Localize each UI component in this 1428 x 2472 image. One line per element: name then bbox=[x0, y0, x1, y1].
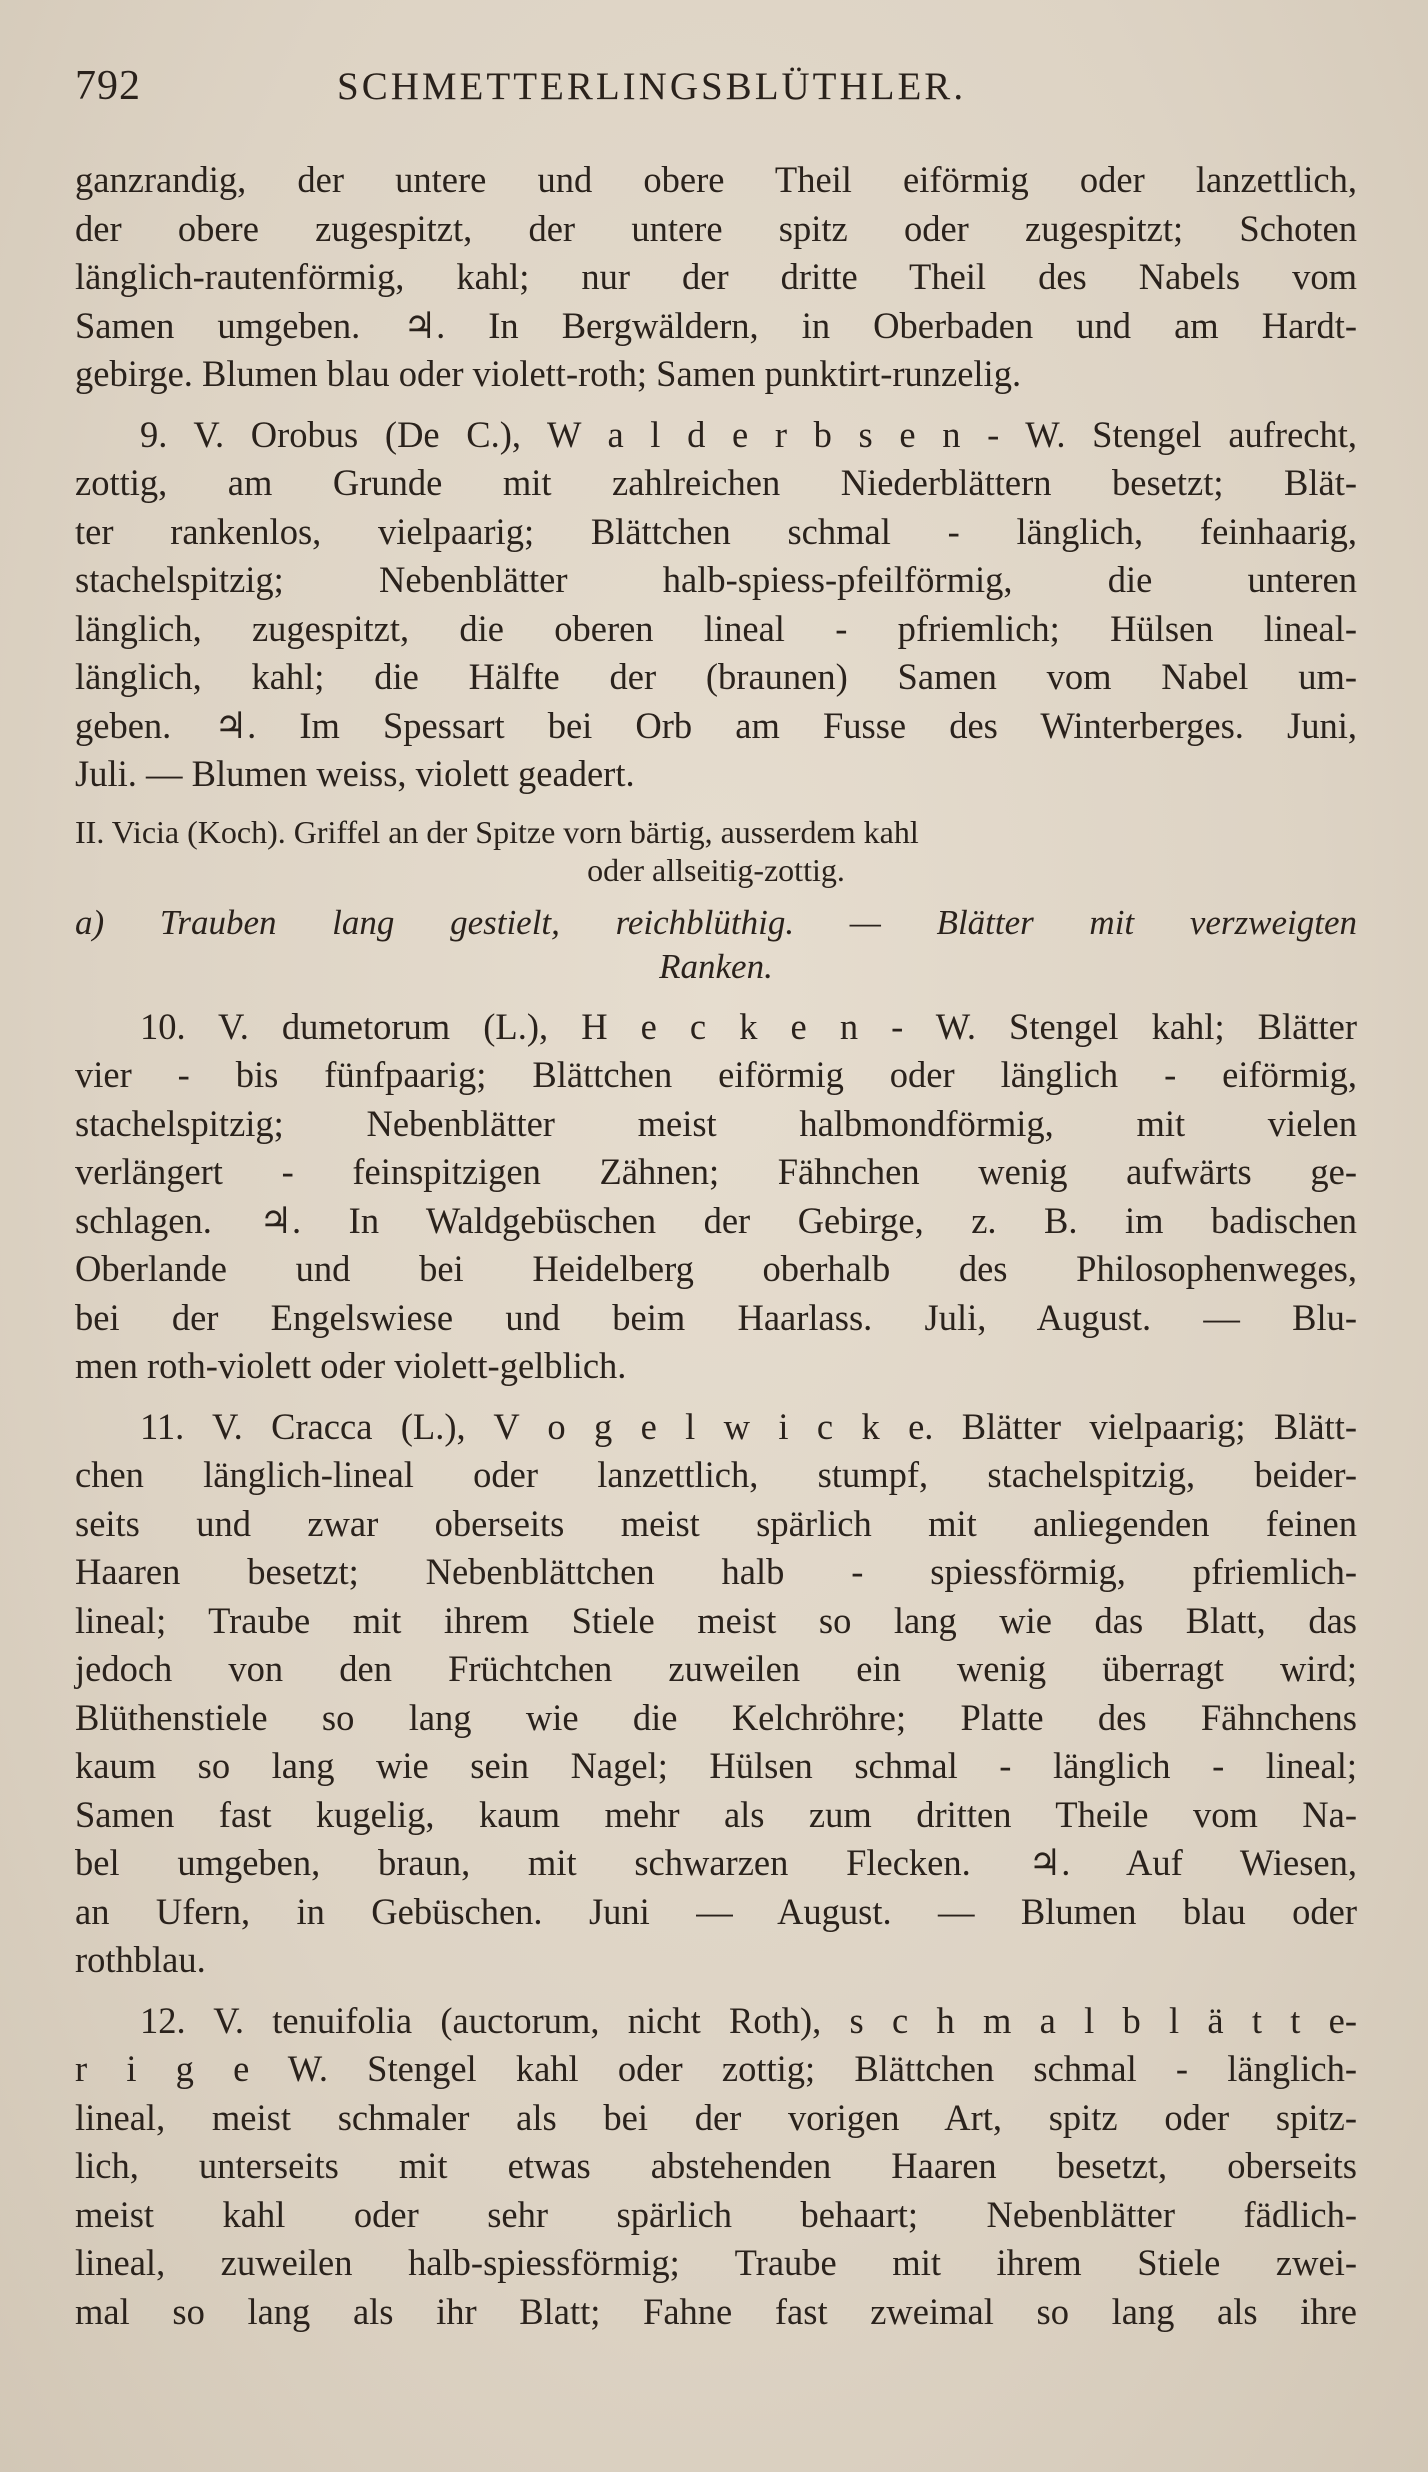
text-line: bei der Engelswiese und beim Haarlass. Juli, August. — Blu- bbox=[75, 1296, 1357, 1338]
page-body bbox=[75, 156, 1357, 2348]
running-title: SCHMETTERLINGSBLÜTHLER. bbox=[337, 65, 967, 108]
text-line: r i g e W. Stengel kahl oder zottig; Blättchen schmal - länglich- bbox=[75, 2048, 1357, 2089]
text-line: verlängert - feinspitzigen Zähnen; Fähnchen wenig aufwärts ge- bbox=[75, 1151, 1357, 1192]
section-line: II. Vicia (Koch). Griffel an der Spitze vorn bärtig, ausserdem kahl bbox=[75, 813, 919, 850]
page-number: 792 bbox=[75, 63, 141, 109]
text-line: vier - bis fünfpaarig; Blättchen eiförmig oder länglich - eiförmig, bbox=[75, 1054, 1357, 1095]
text-line: länglich-rautenförmig, kahl; nur der dritte Theil des Nabels vom bbox=[75, 256, 1357, 297]
entry-orobus bbox=[75, 411, 1357, 799]
text-line: ter rankenlos, vielpaarig; Blättchen schmal - länglich, feinhaarig, bbox=[75, 510, 1357, 552]
text-line: lineal; Traube mit ihrem Stiele meist so lang wie das Blatt, das bbox=[75, 1599, 1357, 1641]
section-line: oder allseitig-zottig. bbox=[587, 851, 845, 888]
subhead-line: a) Trauben lang gestielt, reichblüthig. — Blätter mit verzweigten bbox=[75, 902, 1357, 942]
text-line: länglich, zugespitzt, die oberen lineal - pfriemlich; Hülsen lineal- bbox=[75, 607, 1357, 649]
text-line: lineal, zuweilen halb-spiessförmig; Traube mit ihrem Stiele zwei- bbox=[75, 2242, 1357, 2283]
text-line: seits und zwar oberseits meist spärlich mit anliegenden feinen bbox=[75, 1502, 1357, 1544]
text-line: 9. V. Orobus (De C.), W a l d e r b s e n - W. Stengel aufrecht, bbox=[140, 413, 1357, 455]
text-line: kaum so lang wie sein Nagel; Hülsen schmal - länglich - lineal; bbox=[75, 1745, 1357, 1786]
text-line: Samen umgeben. ♃. In Bergwäldern, in Oberbaden und am Hardt- bbox=[75, 304, 1357, 346]
text-line: 10. V. dumetorum (L.), H e c k e n - W. Stengel kahl; Blätter bbox=[140, 1005, 1357, 1047]
text-line: bel umgeben, braun, mit schwarzen Flecken. ♃. Auf Wiesen, bbox=[75, 1842, 1357, 1883]
entry-cracca bbox=[75, 1403, 1357, 1985]
text-line: Blüthenstiele so lang wie die Kelchröhre; Platte des Fähnchens bbox=[75, 1696, 1357, 1738]
text-line: gebirge. Blumen blau oder violett-roth; Samen punktirt-runzelig. bbox=[75, 353, 1022, 394]
text-line: stachelspitzig; Nebenblätter meist halbmondförmig, mit vielen bbox=[75, 1102, 1357, 1144]
text-line: Samen fast kugelig, kaum mehr als zum dritten Theile vom Na- bbox=[75, 1793, 1357, 1835]
text-line: lineal, meist schmaler als bei der vorigen Art, spitz oder spitz- bbox=[75, 2096, 1357, 2138]
text-line: zottig, am Grunde mit zahlreichen Niederblättern besetzt; Blät- bbox=[75, 462, 1357, 503]
text-line: 11. V. Cracca (L.), V o g e l w i c k e. Blätter vielpaarig; Blätt- bbox=[140, 1405, 1357, 1447]
subsection-heading bbox=[75, 901, 1357, 989]
text-line: geben. ♃. Im Spessart bei Orb am Fusse des Winterberges. Juni, bbox=[75, 704, 1357, 746]
text-line: Oberlande und bei Heidelberg oberhalb des Philosophenweges, bbox=[75, 1248, 1357, 1289]
text-line: der obere zugespitzt, der untere spitz oder zugespitzt; Schoten bbox=[75, 207, 1357, 249]
section-heading-vicia bbox=[75, 813, 1357, 889]
entry-dumetorum bbox=[75, 1003, 1357, 1391]
text-line: meist kahl oder sehr spärlich behaart; Nebenblätter fädlich- bbox=[75, 2193, 1357, 2235]
page-header bbox=[75, 62, 1355, 122]
text-line: stachelspitzig; Nebenblätter halb-spiess-pfeilförmig, die unteren bbox=[75, 559, 1357, 600]
text-line: men roth-violett oder violett-gelblich. bbox=[75, 1345, 627, 1386]
text-line: Juli. — Blumen weiss, violett geadert. bbox=[75, 753, 635, 794]
text-line: schlagen. ♃. In Waldgebüschen der Gebirge, z. B. im badischen bbox=[75, 1199, 1357, 1241]
text-line: rothblau. bbox=[75, 1939, 206, 1980]
text-line: an Ufern, in Gebüschen. Juni — August. — Blumen blau oder bbox=[75, 1890, 1357, 1932]
entry-tenuifolia bbox=[75, 1997, 1357, 2337]
text-line: jedoch von den Früchtchen zuweilen ein wenig überragt wird; bbox=[75, 1648, 1357, 1689]
paragraph-continued bbox=[75, 156, 1357, 399]
text-line: Haaren besetzt; Nebenblättchen halb - spiessförmig, pfriemlich- bbox=[75, 1551, 1357, 1592]
text-line: 12. V. tenuifolia (auctorum, nicht Roth), s c h m a l b l ä t t e- bbox=[140, 1999, 1357, 2041]
text-line: ganzrandig, der untere und obere Theil eiförmig oder lanzettlich, bbox=[75, 159, 1357, 200]
text-line: chen länglich-lineal oder lanzettlich, stumpf, stachelspitzig, beider- bbox=[75, 1454, 1357, 1495]
text-line: mal so lang als ihr Blatt; Fahne fast zweimal so lang als ihre bbox=[75, 2290, 1357, 2332]
text-line: lich, unterseits mit etwas abstehenden Haaren besetzt, oberseits bbox=[75, 2145, 1357, 2186]
subhead-line: Ranken. bbox=[659, 946, 773, 986]
text-line: länglich, kahl; die Hälfte der (braunen) Samen vom Nabel um- bbox=[75, 656, 1357, 697]
